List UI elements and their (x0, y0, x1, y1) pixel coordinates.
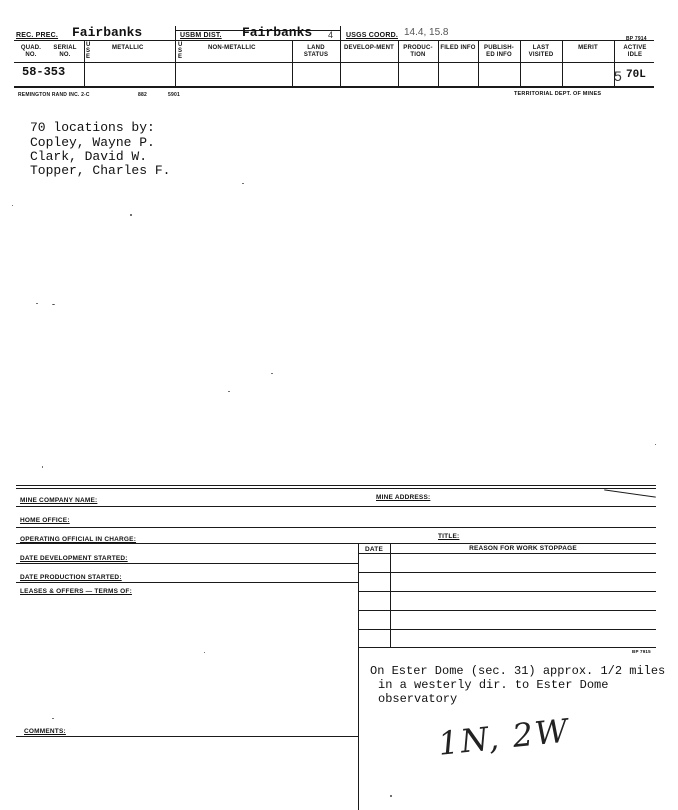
speck (52, 304, 55, 305)
reason-column-header: REASON FOR WORK STOPPAGE (469, 545, 577, 552)
handwritten-coordinates: 1N, 2W (436, 711, 572, 763)
non-metallic-label: NON-METALLIC (208, 45, 256, 51)
form-number-top: BP 7914 (626, 36, 647, 42)
comments-label: COMMENTS: (24, 728, 66, 735)
department-label: TERRITORIAL DEPT. OF MINES (514, 91, 602, 97)
speck (36, 303, 38, 304)
speck (204, 652, 205, 653)
rec-prec-value: Fairbanks (72, 25, 143, 40)
location-line-2: in a westerly dir. to Ester Dome (378, 678, 609, 692)
location-line-1: On Ester Dome (sec. 31) approx. 1/2 miles (370, 664, 666, 678)
published-info-label: PUBLISH-ED INFO (484, 45, 514, 58)
note-line-3: Clark, David W. (30, 149, 148, 164)
speck (242, 183, 244, 184)
rec-prec-label: REC. PREC. (16, 32, 59, 39)
land-status-label: LAND STATUS (303, 45, 329, 58)
leases-label: LEASES & OFFERS — TERMS OF: (20, 588, 132, 595)
mine-address-label: MINE ADDRESS: (376, 494, 431, 501)
speck (655, 444, 656, 445)
printer-code-1: 882 (138, 92, 147, 98)
use-label-1: U S E (86, 42, 91, 60)
form-number-bottom: BP 7915 (632, 649, 651, 654)
metallic-label: METALLIC (112, 45, 144, 51)
speck (12, 205, 13, 206)
date-development-label: DATE DEVELOPMENT STARTED: (20, 555, 128, 562)
quad-no-label: QUAD. NO. (20, 45, 42, 58)
mine-company-name-label: MINE COMPANY NAME: (20, 497, 98, 504)
speck (390, 795, 392, 797)
usbm-dist-value: Fairbanks (242, 25, 313, 40)
date-column-header: DATE (364, 546, 383, 553)
merit-label: MERIT (578, 45, 598, 51)
usbm-dist-mark: 4 (328, 30, 334, 40)
speck (130, 214, 132, 216)
speck (42, 466, 43, 468)
serial-value: 58-353 (22, 65, 66, 79)
speck (52, 718, 54, 719)
use-label-2: U S E (178, 42, 183, 60)
date-production-label: DATE PRODUCTION STARTED: (20, 574, 122, 581)
location-line-3: observatory (378, 692, 458, 706)
operating-official-label: OPERATING OFFICIAL IN CHARGE: (20, 536, 137, 543)
last-visited-label: LAST VISITED (528, 45, 554, 58)
home-office-label: HOME OFFICE: (20, 517, 70, 524)
speck (271, 373, 273, 374)
production-label: PRODUC-TION (403, 45, 433, 58)
usgs-coord-value: 14.4, 15.8 (404, 27, 449, 38)
active-idle-value: 70L (626, 69, 646, 81)
note-line-2: Copley, Wayne P. (30, 135, 155, 150)
filed-info-label: FILED INFO (440, 45, 476, 51)
usbm-dist-label: USBM DIST. (180, 32, 222, 39)
printer-code-2: 5901 (168, 92, 180, 98)
development-label: DEVELOP-MENT (343, 45, 395, 51)
printer-label: REMINGTON RAND INC. 2-C (18, 92, 90, 98)
title-label: TITLE: (438, 533, 460, 540)
usgs-coord-label: USGS COORD. (346, 32, 398, 39)
serial-no-label: SERIAL NO. (53, 45, 77, 58)
active-idle-prefix: 5 (614, 68, 622, 84)
note-line-1: 70 locations by: (30, 120, 155, 135)
active-idle-label: ACTIVE IDLE (623, 45, 647, 58)
note-line-4: Topper, Charles F. (30, 163, 171, 178)
speck (228, 391, 230, 392)
